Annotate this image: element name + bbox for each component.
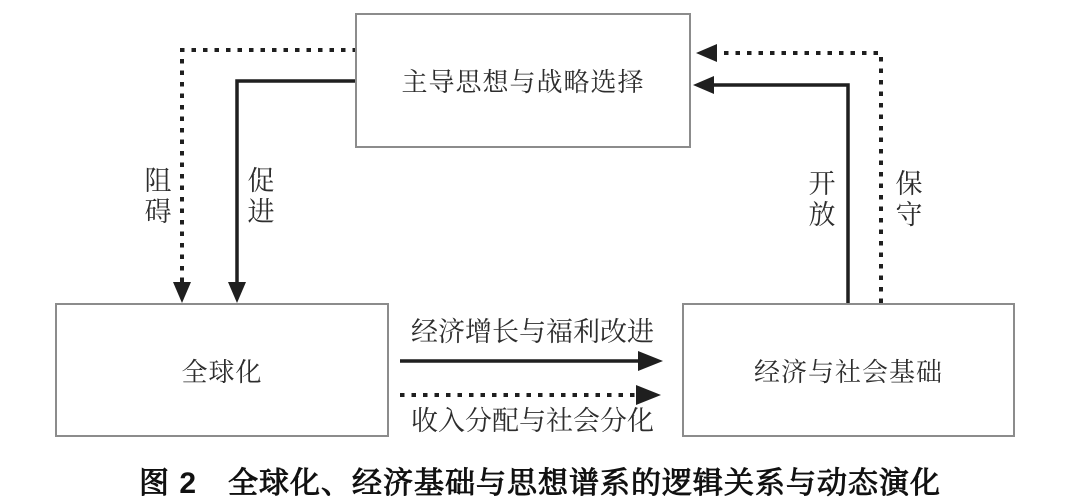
edge-conservative-line <box>716 53 881 303</box>
edge-hinder-arrowhead <box>173 282 191 303</box>
edge-label-hinder: 阻碍 <box>144 166 172 228</box>
node-globalization <box>55 303 389 437</box>
figure-caption: 图 2 全球化、经济基础与思想谱系的逻辑关系与动态演化 <box>138 467 942 500</box>
node-globalization-label: 全球化 <box>181 357 263 387</box>
node-economic-social-foundation <box>682 303 1015 437</box>
edge-open-arrowhead <box>693 76 714 94</box>
edge-conservative-arrowhead <box>696 44 717 62</box>
edge-division-arrowhead <box>636 385 661 405</box>
edge-growth-arrowhead <box>638 351 663 371</box>
node-dominant-ideology <box>355 13 691 148</box>
edge-label-division: 收入分配与社会分化 <box>411 406 654 436</box>
edge-label-growth: 经济增长与福利改进 <box>411 317 654 347</box>
edge-promote-arrowhead <box>228 282 246 303</box>
node-economic-social-foundation-label: 经济与社会基础 <box>753 357 943 387</box>
edge-label-conservative: 保守 <box>895 169 923 231</box>
edge-label-open: 开放 <box>808 169 836 231</box>
edge-label-promote: 促进 <box>247 166 275 228</box>
node-dominant-ideology-label: 主导思想与战略选择 <box>401 68 645 97</box>
